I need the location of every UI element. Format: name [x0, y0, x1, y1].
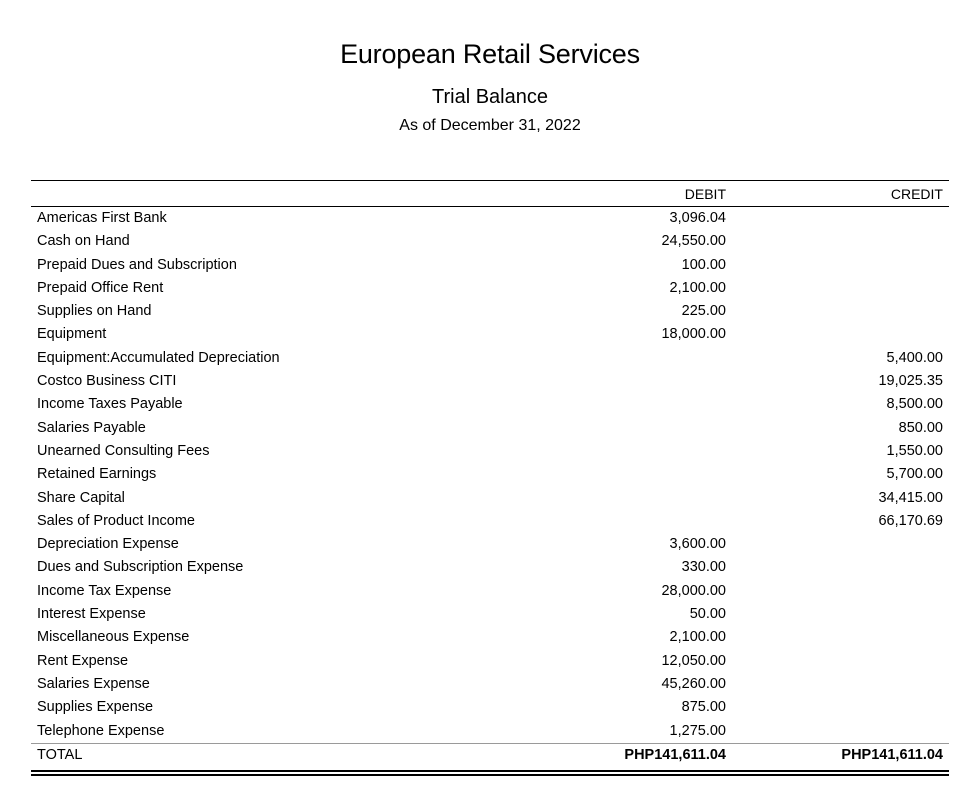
- table-row: [31, 440, 949, 463]
- account-name: Salaries Payable: [37, 419, 146, 436]
- account-name: Telephone Expense: [37, 722, 165, 739]
- debit-amount: 1,275.00: [669, 722, 726, 739]
- total-debit: PHP141,611.04: [624, 746, 726, 763]
- debit-amount: 2,100.00: [669, 629, 726, 646]
- account-name: Equipment:Accumulated Depreciation: [37, 349, 280, 366]
- total-label: TOTAL: [37, 746, 83, 763]
- table-row: [31, 626, 949, 649]
- table-row: [31, 603, 949, 626]
- table-row: [31, 277, 949, 300]
- account-name: Cash on Hand: [37, 233, 130, 250]
- credit-amount: 5,700.00: [886, 466, 943, 483]
- company-name: European Retail Services: [340, 39, 640, 69]
- account-name: Depreciation Expense: [37, 536, 179, 553]
- account-name: Supplies on Hand: [37, 303, 152, 320]
- table-row: [31, 463, 949, 486]
- report-date: As of December 31, 2022: [399, 117, 581, 134]
- table-row: [31, 347, 949, 370]
- table-row: [31, 417, 949, 440]
- table-row: [31, 487, 949, 510]
- account-name: Americas First Bank: [37, 210, 167, 226]
- account-name: Equipment: [37, 326, 107, 343]
- credit-amount: 34,415.00: [878, 489, 943, 506]
- debit-amount: 12,050.00: [661, 652, 726, 669]
- account-name: Costco Business CITI: [37, 373, 177, 390]
- debit-amount: 100.00: [681, 256, 726, 273]
- account-name: Salaries Expense: [37, 675, 150, 692]
- table-row: [31, 254, 949, 277]
- debit-column-header: DEBIT: [684, 186, 726, 202]
- trial-balance-table: [31, 180, 949, 776]
- debit-amount: 28,000.00: [661, 582, 726, 599]
- account-name: Income Tax Expense: [37, 582, 172, 599]
- total-credit: PHP141,611.04: [841, 746, 943, 763]
- account-name: Sales of Product Income: [37, 512, 195, 529]
- debit-amount: 3,600.00: [669, 536, 726, 553]
- table-row: [31, 510, 949, 533]
- credit-amount: 1,550.00: [886, 442, 943, 459]
- table-row: [31, 370, 949, 393]
- debit-amount: 875.00: [681, 699, 726, 716]
- table-row: [31, 696, 949, 719]
- debit-amount: 2,100.00: [669, 279, 726, 296]
- account-name: Dues and Subscription Expense: [37, 559, 244, 576]
- account-name: Rent Expense: [37, 652, 129, 669]
- table-row: [31, 673, 949, 696]
- account-name: Prepaid Office Rent: [37, 279, 164, 296]
- total-row: [31, 743, 949, 770]
- account-name: Miscellaneous Expense: [37, 629, 190, 646]
- table-row: [31, 393, 949, 416]
- table-row: [31, 580, 949, 603]
- credit-column-header: CREDIT: [890, 186, 943, 202]
- account-name: Unearned Consulting Fees: [37, 442, 210, 459]
- table-row: [31, 720, 949, 743]
- debit-amount: 45,260.00: [661, 675, 726, 692]
- table-row: [31, 650, 949, 673]
- table-row: [31, 556, 949, 579]
- credit-amount: 5,400.00: [886, 349, 943, 366]
- account-name: Retained Earnings: [37, 466, 157, 483]
- column-headers: [31, 181, 949, 207]
- account-name: Income Taxes Payable: [37, 396, 183, 413]
- account-rows: [31, 207, 949, 743]
- credit-amount: 19,025.35: [878, 373, 943, 390]
- credit-amount: 66,170.69: [878, 512, 943, 529]
- report-title: Trial Balance: [432, 86, 548, 108]
- credit-amount: 850.00: [898, 419, 943, 436]
- debit-amount: 18,000.00: [661, 326, 726, 343]
- account-name: Share Capital: [37, 489, 125, 506]
- account-name: Prepaid Dues and Subscription: [37, 256, 237, 273]
- credit-amount: 8,500.00: [886, 396, 943, 413]
- debit-amount: 24,550.00: [661, 233, 726, 250]
- table-bottom-double-rule: [31, 770, 949, 776]
- table-row: [31, 230, 949, 253]
- table-row: [31, 323, 949, 346]
- debit-amount: 225.00: [681, 303, 726, 320]
- debit-amount: 330.00: [681, 559, 726, 576]
- table-row: [31, 300, 949, 323]
- debit-amount: 50.00: [689, 606, 726, 623]
- account-name: Supplies Expense: [37, 699, 154, 716]
- table-row: [31, 207, 949, 230]
- debit-amount: 3,096.04: [669, 210, 726, 226]
- account-name: Interest Expense: [37, 606, 146, 623]
- table-row: [31, 533, 949, 556]
